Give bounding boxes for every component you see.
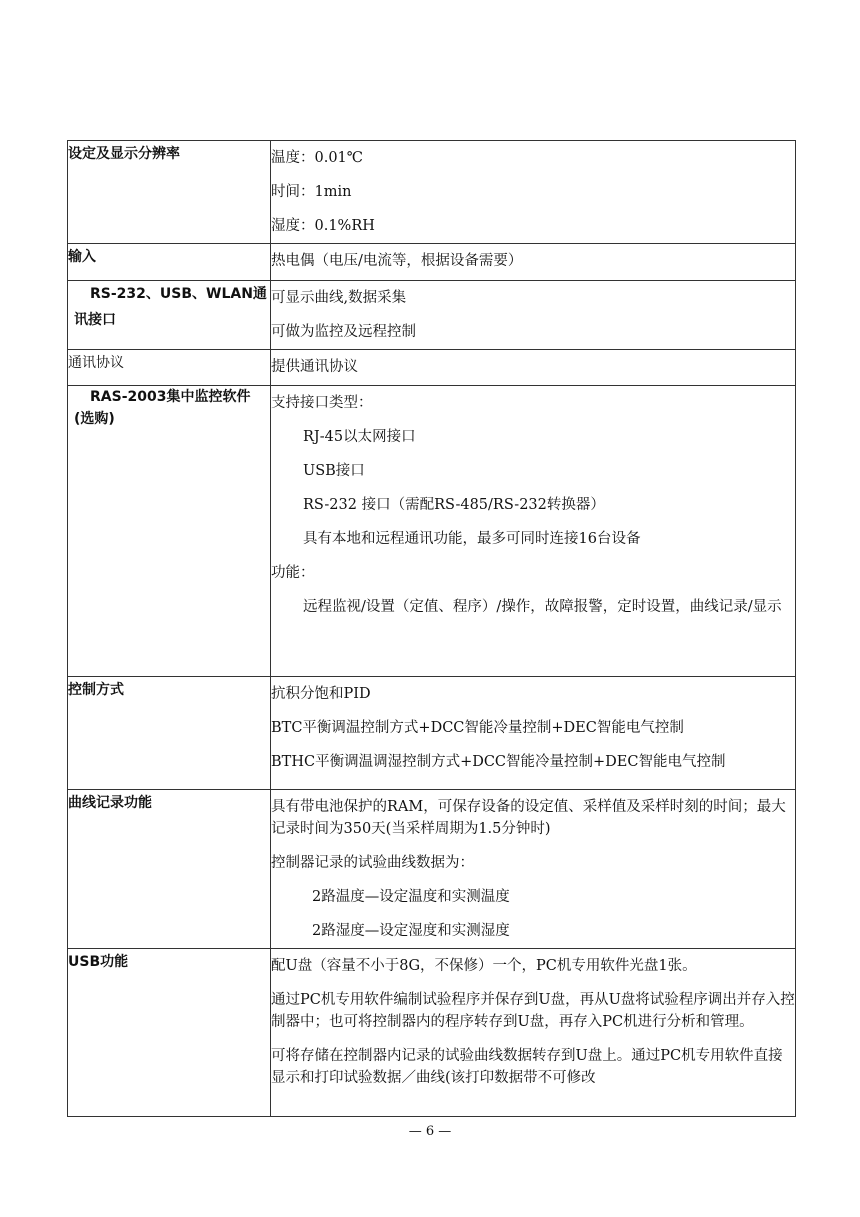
value-line: 可将存储在控制器内记录的试验曲线数据转存到U盘上。通过PC机专用软件直接显示和打印试验数据／曲线(该打印数据带不可修改	[271, 1048, 783, 1086]
value-line: 支持接口类型：	[271, 395, 373, 411]
table-row	[68, 949, 796, 1117]
value-line: BTC平衡调温控制方式+DCC智能冷量控制+DEC智能电气控制	[271, 720, 684, 736]
value-line: 提供通讯协议	[271, 359, 358, 375]
table-row	[68, 386, 796, 677]
spec-table	[67, 140, 796, 1117]
value-line: 具有本地和远程通讯功能，最多可同时连接16台设备	[303, 531, 641, 547]
value-line: 远程监视/设置（定值、程序）/操作，故障报警，定时设置，曲线记录/显示	[303, 599, 782, 615]
row-label: 控制方式	[68, 677, 271, 790]
value-line: 热电偶（电压/电流等，根据设备需要）	[271, 253, 523, 269]
value-line: 具有带电池保护的RAM，可保存设备的设定值、采样值及采样时刻的时间；最大记录时间为350天(当采样周期为1.5分钟时)	[271, 799, 786, 837]
value-line: BTHC平衡调温调湿控制方式+DCC智能冷量控制+DEC智能电气控制	[271, 754, 726, 770]
row-label: RS-232、USB、WLAN通讯接口	[68, 281, 271, 350]
row-value	[271, 386, 796, 677]
row-value	[271, 141, 796, 244]
value-line: RS-232 接口（需配RS-485/RS-232转换器）	[303, 497, 605, 513]
table-row	[68, 790, 796, 949]
table-row	[68, 281, 796, 350]
table-row	[68, 141, 796, 244]
row-value	[271, 677, 796, 790]
value-line: 抗积分饱和PID	[271, 686, 371, 702]
row-value	[271, 790, 796, 949]
table-row	[68, 350, 796, 386]
row-value	[271, 281, 796, 350]
value-line: RJ-45以太网接口	[303, 429, 416, 445]
row-label: RAS-2003集中监控软件(选购)	[68, 386, 271, 677]
value-line: 功能：	[271, 565, 315, 581]
value-line: 时间：1min	[271, 184, 352, 200]
row-value	[271, 244, 796, 281]
value-line: 可显示曲线,数据采集	[271, 290, 407, 306]
table-row	[68, 677, 796, 790]
value-line: 温度：0.01℃	[271, 150, 364, 166]
row-label: 输入	[68, 244, 271, 281]
value-line: 2路温度—设定温度和实测温度	[312, 889, 510, 905]
value-line: 控制器记录的试验曲线数据为：	[271, 855, 474, 871]
value-line: 2路湿度—设定湿度和实测湿度	[312, 923, 510, 939]
row-value	[271, 949, 796, 1117]
value-line: 可做为监控及远程控制	[271, 324, 416, 340]
row-label: 曲线记录功能	[68, 790, 271, 949]
page-number: — 6 —	[408, 1124, 452, 1139]
row-label: 通讯协议	[68, 350, 271, 386]
row-value	[271, 350, 796, 386]
value-line: USB接口	[303, 463, 365, 479]
value-line: 通过PC机专用软件编制试验程序并保存到U盘，再从U盘将试验程序调出并存入控制器中；也可将控制器内的程序转存到U盘，再存入PC机进行分析和管理。	[271, 992, 795, 1030]
row-label: 设定及显示分辨率	[68, 141, 271, 244]
value-line: 配U盘（容量不小于8G，不保修）一个，PC机专用软件光盘1张。	[271, 958, 697, 974]
table-row	[68, 244, 796, 281]
row-label: USB功能	[68, 949, 271, 1117]
value-line: 湿度：0.1%RH	[271, 218, 375, 234]
